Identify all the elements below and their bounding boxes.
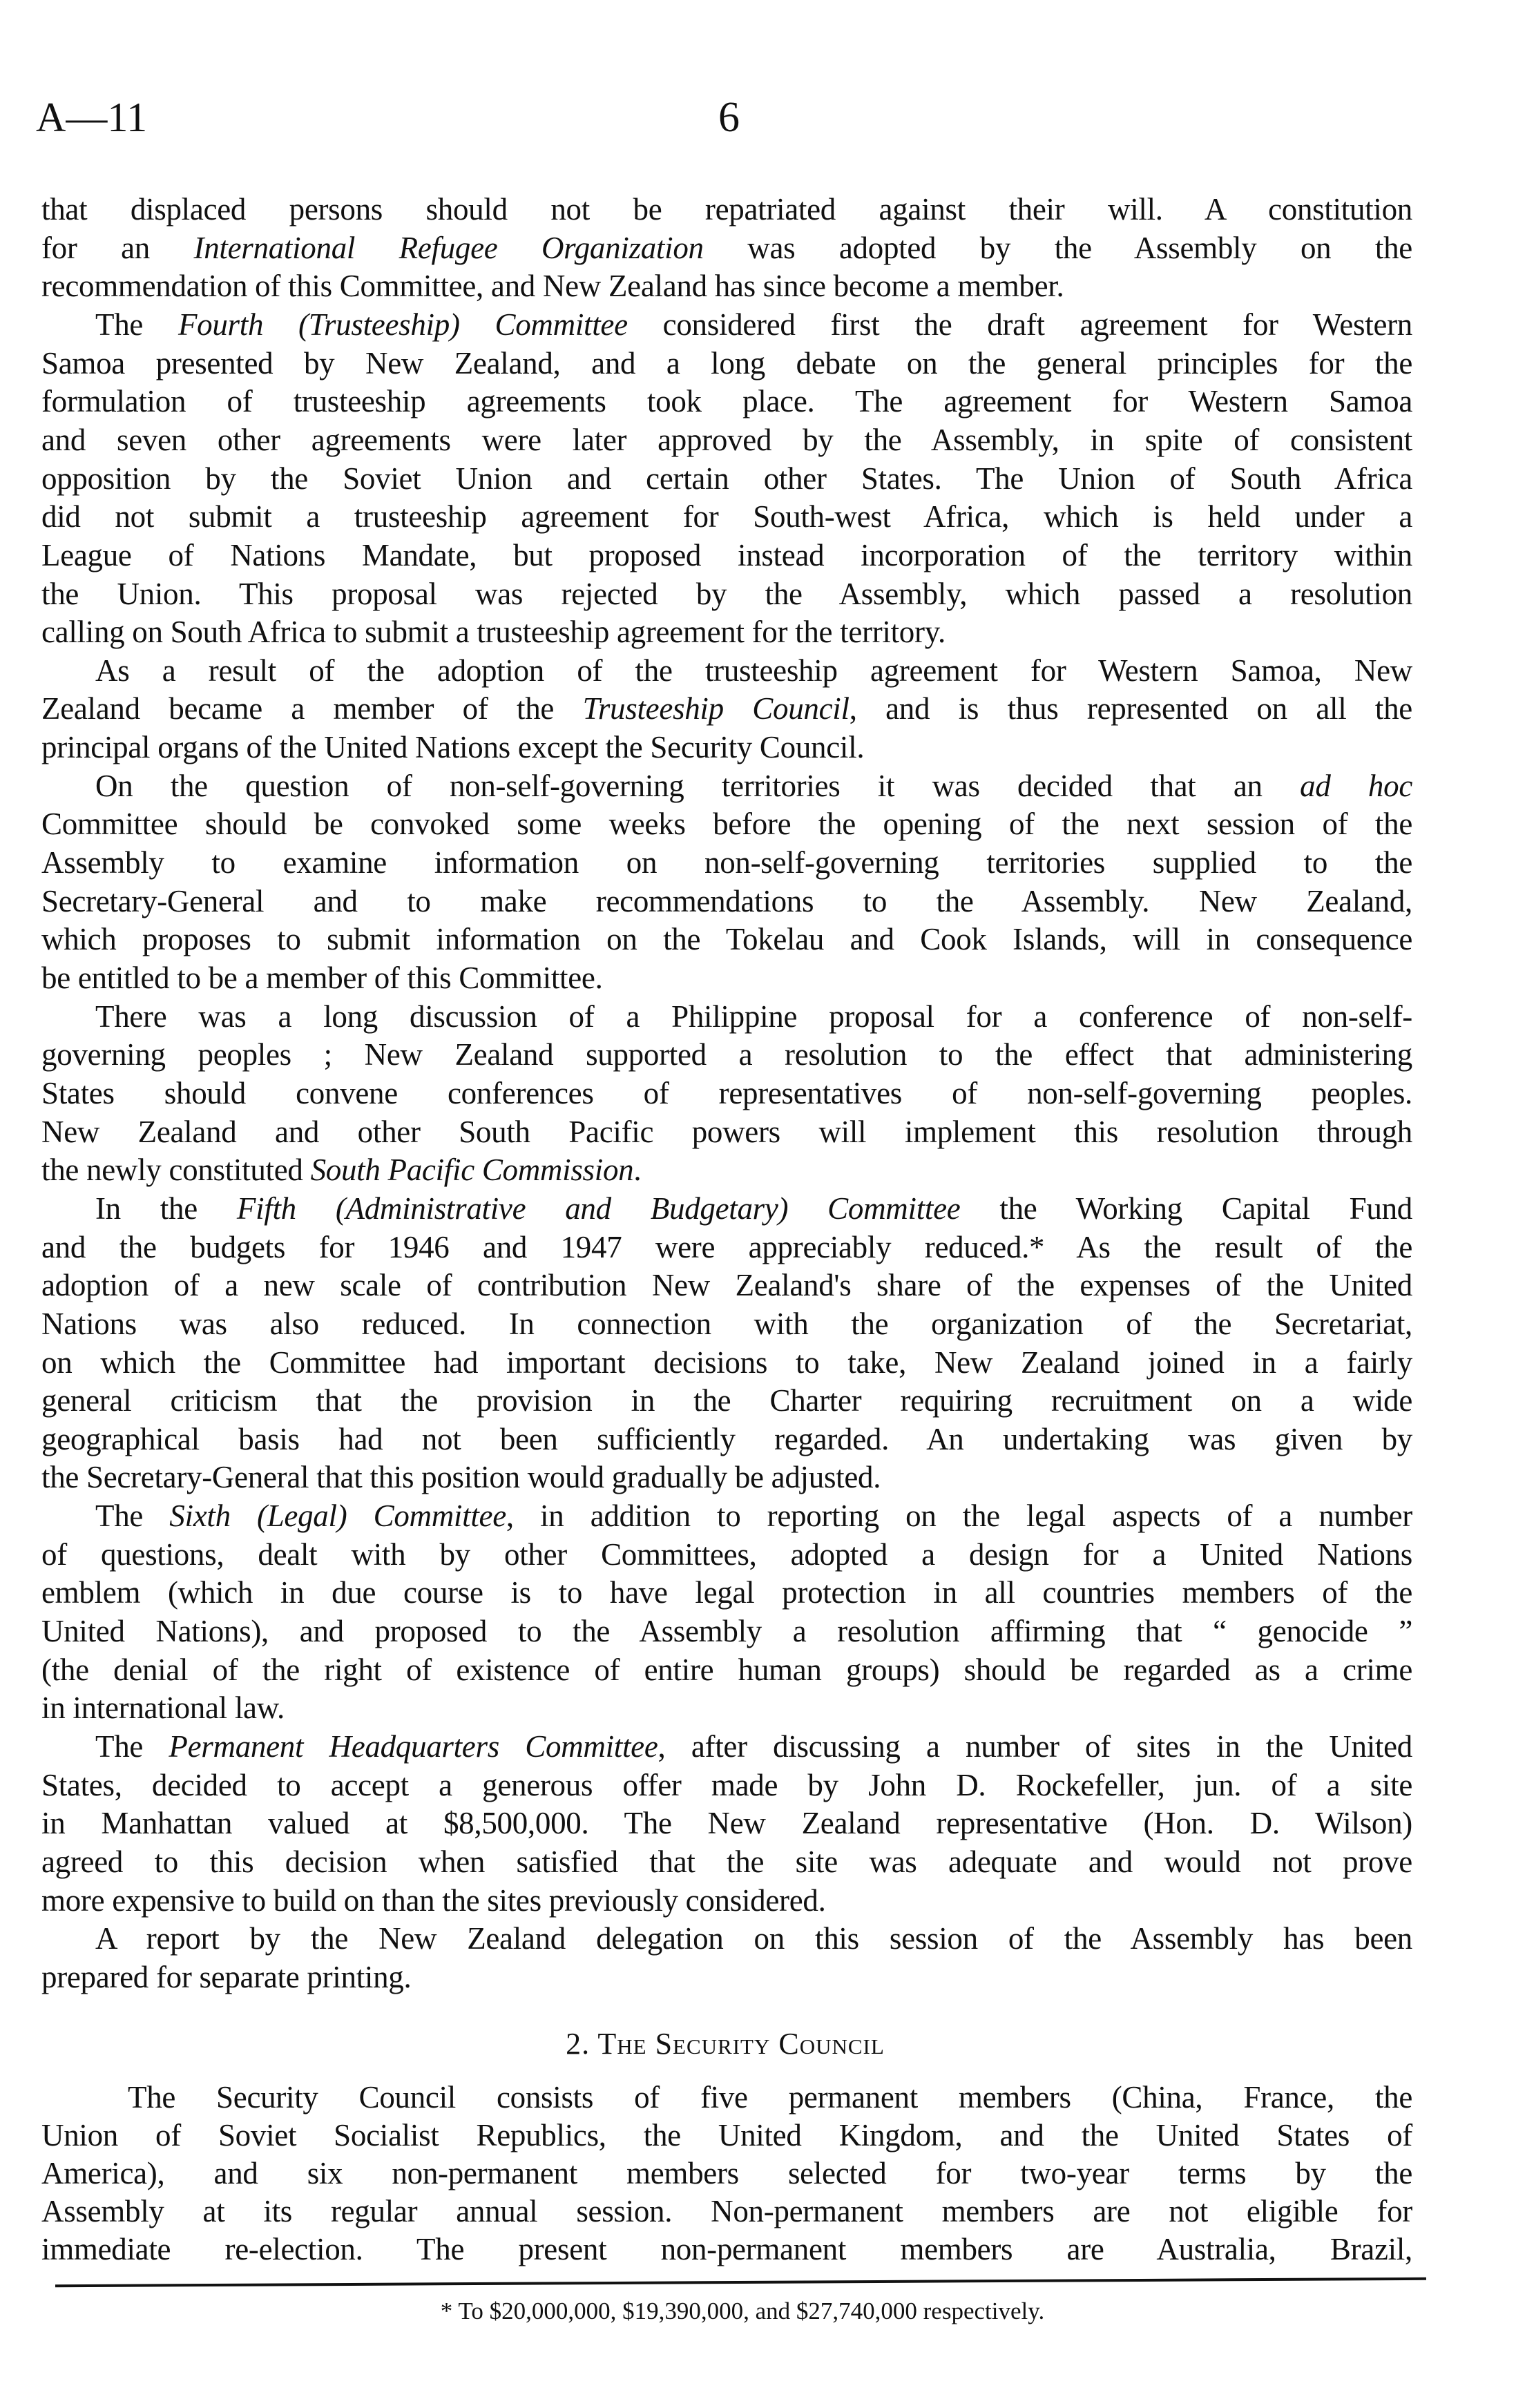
text-run: (the denial of the right of existence of entire human groups) should be regarded as a crime [41,1652,1412,1687]
paragraph-0-line [41,267,1412,305]
paragraph-0-line [41,190,1412,229]
text-run: New Zealand and other South Pacific powers will implement this resolution through [41,1114,1412,1149]
text-run: the Union. This proposal was rejected by the Assembly, which passed a resolution [41,576,1412,611]
text-run: in international law. [41,1691,285,1726]
text-run: , after discussing a number of sites in the United [658,1729,1412,1764]
italic-text-run: Fifth (Administrative and Budgetary) Committee [236,1191,961,1226]
paragraph-4-line [41,1074,1412,1113]
paragraph-3-line [41,920,1412,959]
text-run: Nations was also reduced. In connection with the organization of the Secretariat, [41,1306,1412,1341]
paragraph-6-line [41,1535,1412,1574]
paragraph-1-line [41,497,1412,536]
text-run: and the budgets for 1946 and 1947 were appreciably reduced.* As the result of the [41,1229,1412,1264]
text-run: United Nations), and proposed to the Assembly a resolution affirming that “ genocide ” [41,1614,1412,1649]
paragraph-5-line [41,1458,1412,1496]
text-run: the Working Capital Fund [960,1191,1412,1226]
paragraph-4-line [41,1150,1412,1189]
paragraph-6-line [41,1573,1412,1612]
text-run: principal organs of the United Nations except the Security Council. [41,730,865,765]
text-run: geographical basis had not been sufficiently regarded. An undertaking was given by [41,1421,1412,1456]
text-run: America), and six non-permanent members selected for two-year terms by the [41,2156,1412,2190]
paragraph-9-line [41,2078,1412,2117]
paragraph-1-line [41,382,1412,421]
paragraph-7-line [41,1804,1412,1842]
text-run: In the [95,1191,237,1226]
text-run: more expensive to build on than the sites previously considered. [41,1882,826,1918]
page-number: 6 [718,94,740,141]
text-run: Committee should be convoked some weeks before the opening of the next session of the [41,807,1412,842]
text-run: On the question of non-self-governing territories it was decided that an [95,768,1301,803]
italic-text-run: ad hoc [1300,768,1412,803]
text-run: . [633,1153,642,1188]
text-run: be entitled to be a member of this Committee. [41,961,603,995]
text-run: and seven other agreements were later approved by the Assembly, in spite of consistent [41,422,1412,457]
paragraph-6-line [41,1612,1412,1650]
text-run: Samoa presented by New Zealand, and a long debate on the general principles for the [41,345,1412,381]
text-run: general criticism that the provision in the Charter requiring recruitment on a wide [41,1383,1412,1418]
paragraph-8-line [41,1958,1412,1996]
paragraph-1-line [41,613,1412,651]
text-run: Zealand became a member of the [41,691,583,726]
text-run: recommendation of this Committee, and New Zealand has since become a member. [41,269,1064,304]
paragraph-8-line [41,1919,1412,1958]
text-run: , and is thus represented on all the [849,691,1412,726]
text-run: The Security Council consists of five permanent members (China, France, the [128,2080,1412,2115]
footnote: * To $20,000,000, $19,390,000, and $27,740,000 respectively. [440,2298,1045,2324]
paragraph-6-line [41,1496,1412,1535]
paragraph-7-line [41,1766,1412,1804]
paragraph-1-line [41,421,1412,459]
paragraph-5-line [41,1343,1412,1382]
text-run: did not submit a trusteeship agreement for South-west Africa, which is held under a [41,499,1412,534]
text-run: that displaced persons should not be repatriated against their will. A constitution [41,192,1412,227]
paragraph-1-line [41,344,1412,383]
text-run: The [95,1729,169,1764]
paragraph-5-line [41,1304,1412,1343]
text-run: States should convene conferences of representatives of non-self-governing peoples. [41,1075,1412,1110]
text-run: which proposes to submit information on the Tokelau and Cook Islands, will in consequence [41,922,1412,957]
text-run: opposition by the Soviet Union and certain other States. The Union of South Africa [41,461,1412,496]
text-run: the Secretary-General that this position would gradually be adjusted. [41,1460,881,1495]
paragraph-3-line [41,959,1412,997]
paragraph-1-line [41,459,1412,498]
footnote-rule [55,2277,1426,2287]
text-run: adoption of a new scale of contribution New Zealand's share of the expenses of the United [41,1268,1412,1303]
text-run: emblem (which in due course is to have legal protection in all countries members of the [41,1575,1412,1610]
paragraph-6-line [41,1688,1412,1727]
text-run: , in addition to reporting on the legal aspects of a number [506,1499,1412,1534]
paragraph-9-line [41,2230,1412,2269]
paragraph-3-line [41,805,1412,843]
paragraph-1-line [41,575,1412,613]
text-run: The [95,1499,170,1534]
paragraph-3-line [41,843,1412,882]
paragraph-3-line [41,882,1412,921]
italic-text-run: Sixth (Legal) Committee [169,1499,506,1534]
text-run: As a result of the adoption of the trusteeship agreement for Western Samoa, New [95,653,1412,688]
paragraph-6-line [41,1650,1412,1689]
text-run: was adopted by the Assembly on the [703,230,1412,265]
paragraph-1-line [41,305,1412,344]
paragraph-0-line [41,229,1412,267]
text-run: Assembly to examine information on non-self-governing territories supplied to the [41,845,1412,880]
text-run: Union of Soviet Socialist Republics, the United Kingdom, and the United States of [41,2118,1412,2152]
text-run: formulation of trusteeship agreements took place. The agreement for Western Samoa [41,384,1412,419]
document-series-code: A—11 [36,95,148,140]
text-run: immediate re-election. The present non-permanent members are Australia, Brazil, [41,2232,1412,2266]
paragraph-1-line [41,536,1412,575]
paragraph-3-line [41,767,1412,805]
text-run: There was a long discussion of a Philippine proposal for a conference of non-self- [95,999,1412,1034]
text-run: calling on South Africa to submit a trusteeship agreement for the territory. [41,615,946,650]
text-run: Assembly at its regular annual session. Non-permanent members are not eligible for [41,2194,1412,2228]
text-run: The [95,307,178,342]
text-run: in Manhattan valued at $8,500,000. The New Zealand representative (Hon. D. Wilson) [41,1806,1412,1841]
text-run: prepared for separate printing. [41,1959,412,1994]
paragraph-4-line [41,1035,1412,1074]
paragraph-5-line [41,1266,1412,1304]
paragraph-5-line [41,1381,1412,1420]
paragraph-9-line [41,2116,1412,2155]
text-run: governing peoples ; New Zealand supported a resolution to the effect that administering [41,1037,1412,1072]
paragraph-5-line [41,1228,1412,1266]
text-run: the newly constituted [41,1153,311,1188]
paragraph-9-line [41,2192,1412,2231]
paragraph-2-line [41,651,1412,690]
italic-text-run: Trusteeship Council [582,691,850,726]
italic-text-run: International Refugee Organization [193,230,704,265]
paragraph-9-line [41,2154,1412,2193]
text-run: agreed to this decision when satisfied that the site was adequate and would not prove [41,1844,1412,1879]
paragraph-7-line [41,1727,1412,1766]
text-run: States, decided to accept a generous offer made by John D. Rockefeller, jun. of a site [41,1767,1412,1802]
paragraph-2-line [41,728,1412,767]
text-run: Secretary-General and to make recommendations to the Assembly. New Zealand, [41,883,1412,918]
text-run: League of Nations Mandate, but proposed instead incorporation of the territory within [41,537,1412,572]
text-run: on which the Committee had important decisions to take, New Zealand joined in a fairly [41,1345,1412,1380]
italic-text-run: South Pacific Commission [310,1153,634,1188]
section-heading: 2. The Security Council [566,2027,885,2061]
paragraph-5-line [41,1189,1412,1228]
paragraph-7-line [41,1842,1412,1881]
text-run: considered first the draft agreement for Western [627,307,1413,342]
paragraph-2-line [41,689,1412,728]
text-run: for an [41,230,194,265]
text-run: of questions, dealt with by other Committees, adopted a design for a United Nations [41,1537,1412,1572]
paragraph-4-line [41,997,1412,1036]
paragraph-5-line [41,1420,1412,1458]
paragraph-4-line [41,1113,1412,1151]
italic-text-run: Fourth (Trusteeship) Committee [177,307,628,342]
paragraph-7-line [41,1881,1412,1920]
text-run: A report by the New Zealand delegation on this session of the Assembly has been [95,1921,1412,1956]
italic-text-run: Permanent Headquarters Committee [169,1729,658,1764]
